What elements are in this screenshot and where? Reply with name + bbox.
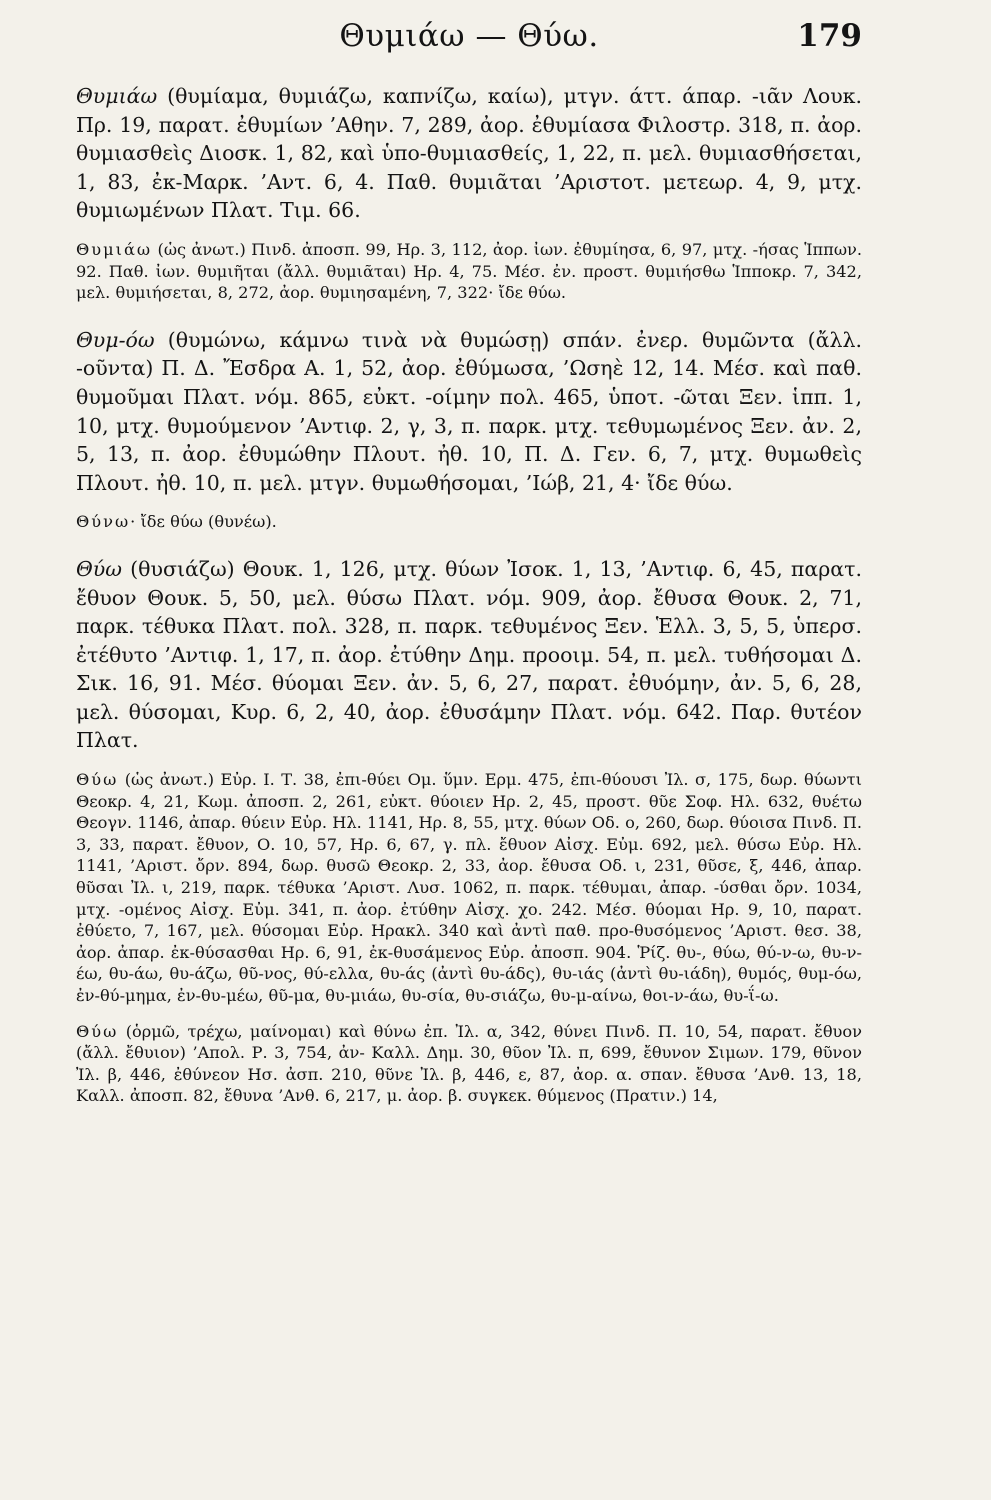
page-number: 179 (797, 18, 862, 54)
entry-lemma: Θύω (76, 770, 119, 790)
running-title: Θυμιάω — Θύω. (339, 18, 599, 54)
entry-lemma: Θύνω (76, 512, 131, 532)
entry-lemma: Θυμιάω (76, 239, 153, 259)
page-header (76, 14, 862, 66)
entry-body: (ὡς ἀνωτ.) Πινδ. ἀποσπ. 99, Ηρ. 3, 112, ἀορ. ἰων. ἐθυμίησα, 6, 97, μτχ. -ήσας Ἱππων. 92. Παθ. ἰων. θυμιῆται (ἄλλ. θυμιᾶται) Ηρ. 4, 75. Μέσ. ἐν. προστ. θυμιήσθω Ἱπποκρ. 7, 342, μελ. θυμιήσεται, 8, 272, ἀορ. θυμιησαμένη, 7, 322· ἴδε θύω. (76, 239, 862, 303)
entry-lemma: Θύω (76, 556, 122, 581)
entry-thyo-other-dialects (76, 769, 862, 1007)
entry-thymoo (76, 326, 862, 498)
entry-body: · ἴδε θύω (θυνέω). (130, 512, 277, 532)
entry-lemma: Θυμιάω (76, 84, 158, 108)
entry-body: (θυμίαμα, θυμιάζω, καπνίζω, καίω), μτγν. άττ. άπαρ. -ιᾶν Λουκ. Πρ. 19, παρατ. ἐθυμίων ’Αθην. 7, 289, ἀορ. ἐθυμίασα Φιλοστρ. 318, π. ἀορ. θυμιασθεὶς Διοσκ. 1, 82, καὶ ὑπο-θυμιασθείς, 1, 22, π. μελ. θυμιασθήσεται, 1, 83, ἐκ-Μαρκ. ’Αντ. 6, 4. Παθ. θυμιᾶται ’Αριστοτ. μετεωρ. 4, 9, μτχ. θυμιωμένων Πλατ. Τιμ. 66. (76, 84, 862, 223)
entry-thyo-rush (76, 1021, 862, 1107)
entry-thymiao-other-dialects (76, 239, 862, 304)
dictionary-page (76, 14, 862, 1107)
entry-body: (ὡς ἀνωτ.) Εὐρ. Ι. Τ. 38, ἐπι-θύει Ομ. ὕμν. Ερμ. 475, ἐπι-θύουσι Ἰλ. σ, 175, δωρ. θύωντι Θεοκρ. 4, 21, Κωμ. ἀποσπ. 2, 261, εὐκτ. θύοιεν Ηρ. 2, 45, προστ. θῦε Σοφ. Ηλ. 632, θυέτω Θεογν. 1146, ἀπαρ. θύειν Εὐρ. Ηλ. 1141, Ηρ. 8, 55, μτχ. θύων Οδ. ο, 260, δωρ. θύοισα Πινδ. Π. 3, 33, παρατ. ἔθυον, Ο. 10, 57, Ηρ. 6, 67, γ. πλ. ἔθυον Αἰσχ. Εὐμ. 692, μελ. θύσω Εὐρ. Ηλ. 1141, ’Αριστ. ὄρν. 894, δωρ. θυσῶ Θεοκρ. 2, 33, ἀορ. ἔθυσα Οδ. ι, 231, θῦσε, ξ, 446, ἀπαρ. θῦσαι Ἰλ. ι, 219, παρκ. τέθυκα ’Αριστ. Λυσ. 1062, π. παρκ. τέθυμαι, ἀπαρ. -ύσθαι ὄρν. 1034, μτχ. -ομένος Αἰσχ. Εὐμ. 341, π. ἀορ. ἐτύθην Αἰσχ. χο. 242. Μέσ. θύομαι Ηρ. 9, 10, παρατ. ἐθύετο, 7, 167, μελ. θύσομαι Εὐρ. Ηρακλ. 340 καὶ ἀντὶ παθ. προ-θυσόμενος ’Αριστ. θεσ. 38, ἀορ. ἀπαρ. ἐκ-θύσασθαι Ηρ. 6, 91, ἐκ-θυσάμενος Εὐρ. ἀποσπ. 904. Ῥίζ. θυ-, θύω, θύ-ν-ω, θυ-ν-έω, θυ-άω, θυ-άζω, θῦ-νος, θύ-ελλα, θυ-άς (ἀντὶ θυ-άδς), θυ-ιάς (ἀντὶ θυ-ιάδη), θυμός, θυμ-όω, ἐν-θύ-μημα, ἐν-θυ-μέω, θῦ-μα, θυ-μιάω, θυ-σία, θυ-σιάζω, θυ-μ-αίνω, θοι-ν-άω, θυ-ΐ-ω. (76, 770, 862, 1005)
entry-body: (θυμώνω, κάμνω τινὰ νὰ θυμώσῃ) σπάν. ἐνερ. θυμῶντα (ἄλλ. -οῦντα) Π. Δ. Ἔσδρα Α. 1, 52, ἀορ. ἐθύμωσα, ’Ωσηὲ 12, 14. Μέσ. καὶ παθ. θυμοῦμαι Πλατ. νόμ. 865, εὐκτ. -οίμην πολ. 465, ὑποτ. -ῶται Ξεν. ἱππ. 1, 10, μτχ. θυμούμενον ’Αντιφ. 2, γ, 3, π. παρκ. μτχ. τεθυμωμένος Ξεν. ἀν. 2, 5, 13, π. ἀορ. ἐθυμώθην Πλουτ. ἠθ. 10, Π. Δ. Γεν. 6, 7, μτχ. θυμωθεὶς Πλουτ. ἠθ. 10, π. μελ. μτγν. θυμωθήσομαι, ’Ιώβ, 21, 4· ἴδε θύω. (76, 327, 862, 495)
entry-body: (θυσιάζω) Θουκ. 1, 126, μτχ. θύων Ἰσοκ. 1, 13, ’Αντιφ. 6, 45, παρατ. ἔθυον Θουκ. 5, 50, μελ. θύσω Πλατ. νόμ. 909, ἀορ. ἔθυσα Θουκ. 2, 71, παρκ. τέθυκα Πλατ. πολ. 328, π. παρκ. τεθυμένος Ξεν. Ἑλλ. 3, 5, 5, ὑπερσ. ἐτέθυτο ’Αντιφ. 1, 17, π. ἀορ. ἐτύθην Δημ. προοιμ. 54, π. μελ. τυθήσομαι Δ. Σικ. 16, 91. Μέσ. θύομαι Ξεν. ἀν. 5, 6, 27, παρατ. ἐθυόμην, ἀν. 5, 6, 28, μελ. θύσομαι, Κυρ. 6, 2, 40, ἀορ. ἐθυσάμην Πλατ. νόμ. 642. Παρ. θυτέον Πλατ. (76, 556, 862, 753)
entry-lemma: Θύω (76, 1021, 119, 1041)
entry-thymiao-attic (76, 82, 862, 225)
entry-body: (ὁρμῶ, τρέχω, μαίνομαι) καὶ θύνω ἐπ. Ἰλ. α, 342, θύνει Πινδ. Π. 10, 54, παρατ. ἔθυον (ἄλλ. ἔθυιον) ’Απολ. Ρ. 3, 754, ἀν- Καλλ. Δημ. 30, θῦον Ἰλ. π, 699, ἔθυνον Σιμων. 179, θῦνον Ἰλ. β, 446, ἐθύνεον Ησ. ἀσπ. 210, θῦνε Ἰλ. β, 446, ε, 87, ἀορ. α. σπαν. ἔθυσα ’Ανθ. 13, 18, Καλλ. ἀποσπ. 82, ἔθυνα ’Ανθ. 6, 217, μ. ἀορ. β. συγκεκ. θύμενος (Πρατιν.) 14, (76, 1021, 862, 1106)
entry-thyno (76, 511, 862, 533)
entry-thyo-sacrifice (76, 555, 862, 755)
entry-lemma: Θυμ-όω (76, 327, 155, 352)
